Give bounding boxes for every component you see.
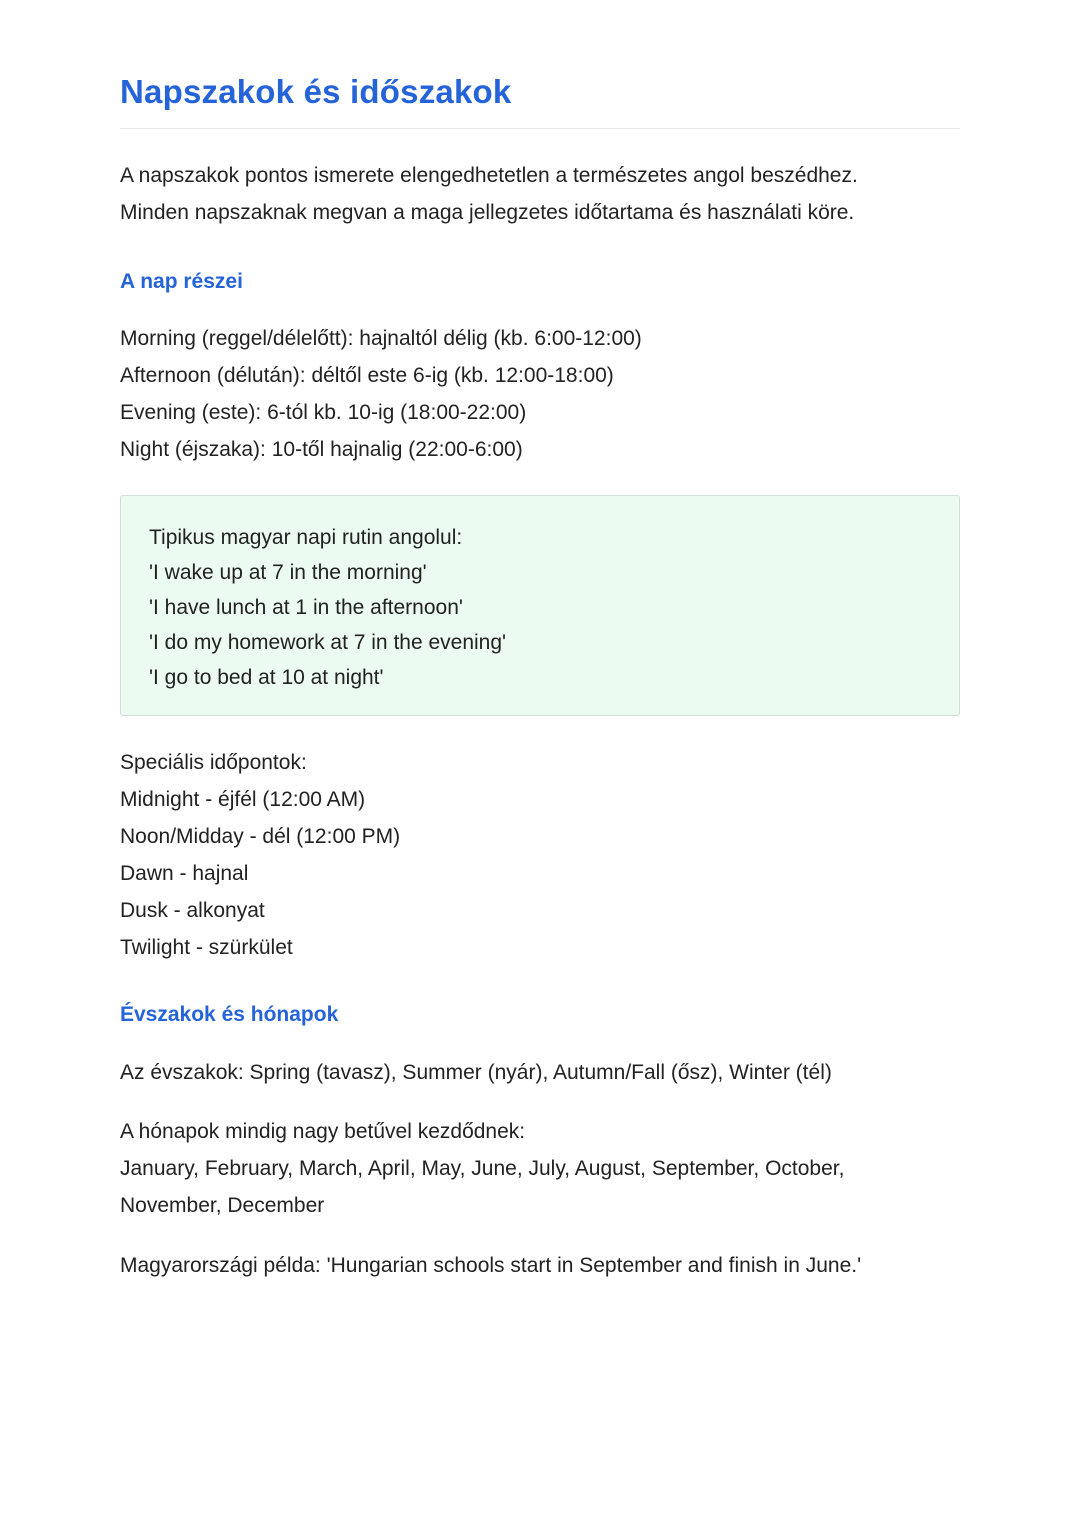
day-part-evening: Evening (este): 6-tól kb. 10-ig (18:00-22:00) — [120, 401, 527, 424]
special-time-item: Noon/Midday - dél (12:00 PM) — [120, 825, 401, 848]
months-list-line: November, December — [120, 1194, 325, 1217]
special-time-item: Midnight - éjfél (12:00 AM) — [120, 788, 366, 811]
callout-content — [149, 520, 506, 695]
special-times-list — [120, 744, 960, 966]
day-part-afternoon: Afternoon (délután): déltől este 6-ig (kb. 12:00-18:00) — [120, 364, 614, 387]
day-part-morning: Morning (reggel/délelőtt): hajnaltól délig (kb. 6:00-12:00) — [120, 327, 642, 350]
example-callout-box — [120, 495, 960, 716]
day-part-night: Night (éjszaka): 10-től hajnalig (22:00-6:00) — [120, 438, 523, 461]
intro-line: A napszakok pontos ismerete elengedhetetlen a természetes angol beszédhez. — [120, 164, 858, 187]
months-paragraph — [120, 1113, 960, 1224]
intro-line: Minden napszaknak megvan a maga jellegzetes időtartama és használati köre. — [120, 201, 855, 224]
example-paragraph — [120, 1247, 960, 1284]
months-list-line: January, February, March, April, May, June, July, August, September, October, — [120, 1157, 845, 1180]
callout-example: 'I do my homework at 7 in the evening' — [149, 631, 507, 654]
special-times-heading: Speciális időpontok: — [120, 751, 307, 774]
callout-example: 'I have lunch at 1 in the afternoon' — [149, 596, 463, 619]
seasons-paragraph — [120, 1054, 960, 1091]
callout-heading: Tipikus magyar napi rutin angolul: — [149, 526, 463, 549]
title-divider — [120, 128, 960, 129]
special-time-item: Twilight - szürkület — [120, 936, 293, 959]
intro-paragraph — [120, 157, 960, 231]
section-heading-seasons: Évszakok és hónapok — [120, 1003, 339, 1026]
day-parts-list — [120, 320, 960, 468]
special-time-item: Dawn - hajnal — [120, 862, 249, 885]
hungarian-example: Magyarországi példa: 'Hungarian schools start in September and finish in June.' — [120, 1254, 862, 1277]
page-title: Napszakok és időszakok — [120, 73, 512, 110]
seasons-line: Az évszakok: Spring (tavasz), Summer (nyár), Autumn/Fall (ősz), Winter (tél) — [120, 1061, 832, 1084]
section-heading-day-parts: A nap részei — [120, 270, 243, 293]
callout-example: 'I go to bed at 10 at night' — [149, 666, 384, 689]
special-time-item: Dusk - alkonyat — [120, 899, 265, 922]
callout-example: 'I wake up at 7 in the morning' — [149, 561, 427, 584]
months-intro: A hónapok mindig nagy betűvel kezdődnek: — [120, 1120, 526, 1143]
